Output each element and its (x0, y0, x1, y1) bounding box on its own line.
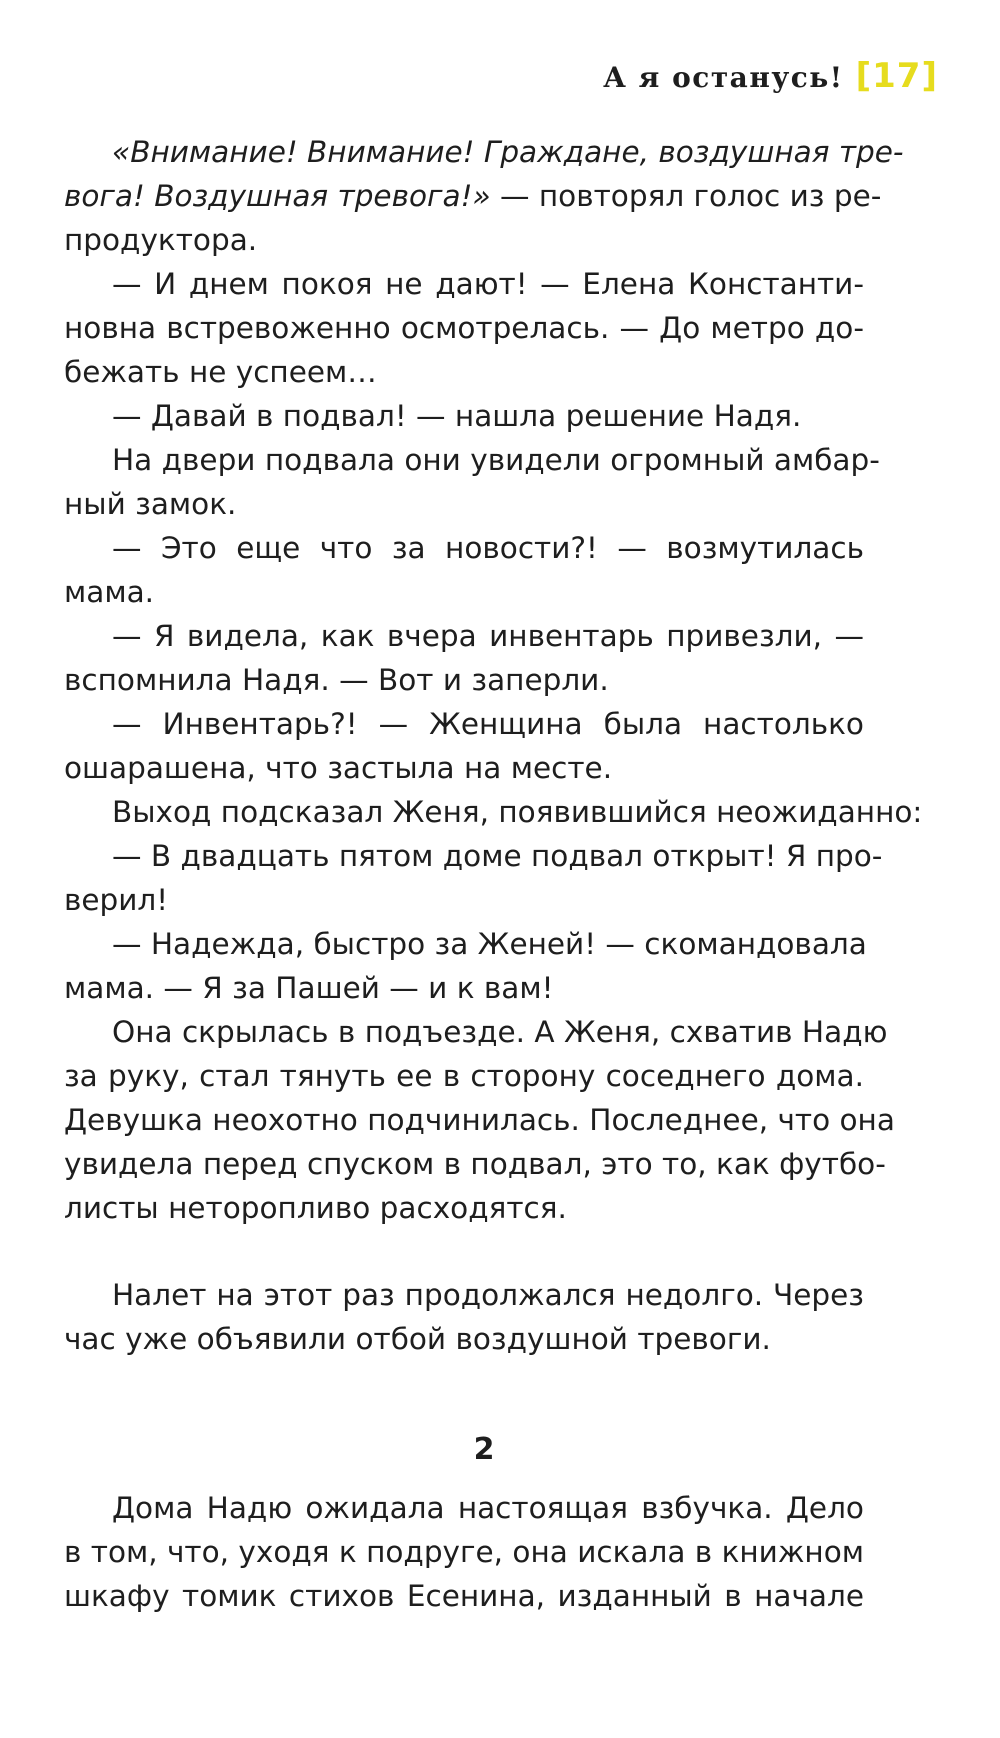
text-line: продуктора. (64, 223, 258, 257)
text-line: новна встревоженно осмотрелась. — До метро до- (64, 311, 864, 345)
running-title: А я останусь! (603, 61, 844, 94)
text-line: вспомнила Надя. — Вот и заперли. (64, 663, 609, 697)
text-line: верил! (64, 883, 169, 917)
text-line: мама. (64, 575, 155, 609)
text-line: «Внимание! Внимание! Граждане, воздушная тре- (112, 135, 904, 169)
body-text (64, 130, 923, 1618)
text-line: увидела перед спуском в подвал, это то, как футбо- (64, 1147, 886, 1181)
text-line: Девушка неохотно подчинилась. Последнее, что она (64, 1103, 895, 1137)
text-line: — И днем покоя не дают! — Елена Константи- (112, 267, 864, 301)
text-line: час уже объявили отбой воздушной тревоги. (64, 1322, 771, 1356)
text-line: Налет на этот раз продолжался недолго. Через (112, 1278, 864, 1312)
chapter-number: 2 (473, 1432, 495, 1467)
text-line: мама. — Я за Пашей — и к вам! (64, 971, 554, 1005)
text-line: — Инвентарь?! — Женщина была настолько (112, 707, 864, 741)
section-gap (64, 1361, 864, 1404)
text-line: На двери подвала они увидели огромный амбар- (112, 443, 880, 477)
text-line: шкафу томик стихов Есенина, изданный в начале (64, 1579, 864, 1613)
text-line: вога! Воздушная тревога!» — повторял голос из ре- (64, 179, 882, 213)
text-line: в том, что, уходя к подруге, она искала в книжном (64, 1535, 865, 1569)
text-line: — Это еще что за новости?! — возмутилась (112, 531, 864, 565)
text-line: ошарашена, что застыла на месте. (64, 751, 613, 785)
page-number: [17] (855, 56, 938, 96)
text-line: Выход подсказал Женя, появившийся неожиданно: (112, 795, 923, 829)
text-line: за руку, стал тянуть ее в сторону соседнего дома. (64, 1059, 864, 1093)
page-header (603, 56, 938, 96)
text-line: ный замок. (64, 487, 237, 521)
text-line: бежать не успеем… (64, 355, 377, 389)
text-line: листы неторопливо расходятся. (64, 1191, 567, 1225)
text-line: — В двадцать пятом доме подвал открыт! Я про- (112, 839, 883, 873)
text-line: Она скрылась в подъезде. А Женя, схватив Надю (112, 1015, 888, 1049)
text-line: Дома Надю ожидала настоящая взбучка. Дело (112, 1491, 864, 1525)
text-line: — Я видела, как вчера инвентарь привезли, — (112, 619, 864, 653)
paragraph-gap (64, 1230, 864, 1273)
text-line: — Давай в подвал! — нашла решение Надя. (112, 399, 802, 433)
text-line: — Надежда, быстро за Женей! — скомандовала (112, 927, 867, 961)
